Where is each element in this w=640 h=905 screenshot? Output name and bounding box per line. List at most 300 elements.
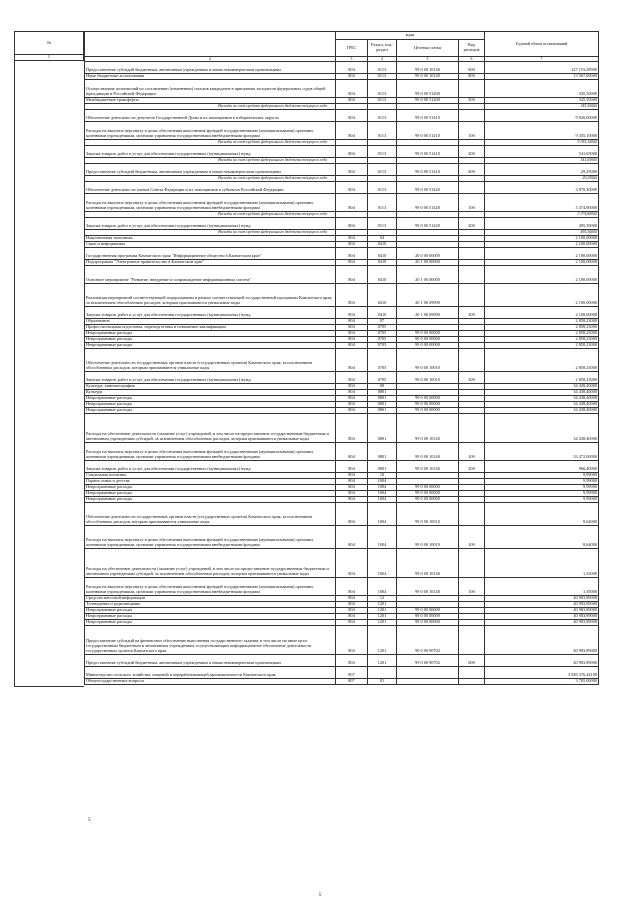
- row-amount-cell: 13 567,69000: [485, 74, 599, 80]
- row-cs-cell: 99 0 00 51200: [397, 80, 459, 98]
- row-razdel-cell: 0113: [368, 122, 397, 140]
- row-grbs-cell: 804: [336, 181, 368, 193]
- row-amount-cell: 40 983,89000: [485, 607, 599, 613]
- row-name-cell: Предоставление субсидий бюджетным, автономным учреждениям и иным некоммерческим организациям: [85, 62, 336, 74]
- row-grbs-cell: 804: [336, 383, 368, 389]
- row-razdel-cell: 0113: [368, 193, 397, 211]
- row-cs-cell: 99 0 00 90702: [397, 654, 459, 666]
- row-grbs-cell: 804: [336, 348, 368, 371]
- column-index-cell: 2: [85, 57, 336, 62]
- header-cs-cell: Целевая статья: [397, 40, 459, 57]
- row-grbs-cell: 804: [336, 62, 368, 74]
- column-index-cell: 4: [368, 57, 397, 62]
- row-name-cell: Социальная политика: [85, 472, 336, 478]
- row-razdel-cell: 01: [368, 678, 397, 684]
- row-grbs-cell: 804: [336, 625, 368, 654]
- row-vid-cell: 100: [459, 442, 485, 460]
- row-razdel-cell: 1004: [368, 548, 397, 577]
- table-row: [85, 217, 599, 229]
- row-name-cell: Непрограммные расходы: [85, 395, 336, 401]
- row-amount-cell: 345,50000: [485, 98, 599, 104]
- row-vid-cell: 600: [459, 654, 485, 666]
- row-cs-cell: 99 0 00 51410: [397, 146, 459, 158]
- row-cs-cell: 99 0 00 00000: [397, 484, 459, 490]
- row-name-cell: Непрограммные расходы: [85, 496, 336, 502]
- row-cs-cell: 99 0 00 00000: [397, 496, 459, 502]
- table-row: [85, 577, 599, 595]
- row-razdel-cell: 0410: [368, 241, 397, 247]
- row-grbs-cell: 804: [336, 330, 368, 336]
- row-name-cell: Непрограммные расходы: [85, 607, 336, 613]
- row-name-cell: Государственная программа Камчатского края "Информационное общество в Камчатском крае": [85, 247, 336, 259]
- row-razdel-cell: 1201: [368, 607, 397, 613]
- row-grbs-cell: 804: [336, 217, 368, 229]
- row-razdel-cell: 1004: [368, 577, 397, 595]
- row-name-cell: Непрограммные расходы: [85, 490, 336, 496]
- row-vid-cell: 200: [459, 146, 485, 158]
- row-amount-cell: 34 438,40000: [485, 389, 599, 395]
- row-amount-cell: 2 858,23000: [485, 348, 599, 371]
- row-cs-cell: 99 0 00 51410: [397, 163, 459, 175]
- row-amount-cell: 40 983,89000: [485, 625, 599, 654]
- row-number-label: 5: [88, 818, 91, 823]
- table-header-row: [85, 32, 599, 40]
- row-cs-cell: 99 0 00 51420: [397, 181, 459, 193]
- row-amount-cell: 9 355,10000: [485, 140, 599, 146]
- row-cs-cell: 99 0 00 51420: [397, 193, 459, 211]
- row-grbs-cell: 804: [336, 401, 368, 407]
- row-vid-cell: 600: [459, 163, 485, 175]
- row-cs-cell: [397, 666, 459, 678]
- budget-table-body: [85, 32, 599, 685]
- row-name-cell: Расходы на выплаты персоналу в целях обеспечения выполнения функций государственными (муниципальными) органами, казенными учреждениями, органами управления государственными внебюджетными фондами: [85, 525, 336, 548]
- row-cs-cell: 99 0 00 00000: [397, 336, 459, 342]
- row-cs-cell: 99 0 00 51200: [397, 98, 459, 104]
- table-row: [85, 654, 599, 666]
- row-vid-cell: 100: [459, 525, 485, 548]
- row-name-cell: Обеспечение деятельности членов Совета Федерации и их помощников в субъектах Российской Федерации: [85, 181, 336, 193]
- row-vid-cell: [459, 80, 485, 98]
- row-amount-cell: 2 100,00000: [485, 283, 599, 306]
- row-cs-cell: 99 0 00 10140: [397, 62, 459, 74]
- row-grbs-cell: 804: [336, 502, 368, 525]
- row-razdel-cell: 0410: [368, 283, 397, 306]
- row-razdel-cell: 1004: [368, 484, 397, 490]
- row-razdel-cell: 0801: [368, 395, 397, 401]
- row-cs-cell: 99 0 00 10140: [397, 460, 459, 472]
- row-vid-cell: [459, 625, 485, 654]
- row-name-cell: Расходы за счет средств федерального бюджета текущего года: [85, 211, 336, 217]
- row-amount-cell: 966,40000: [485, 460, 599, 472]
- row-grbs-cell: 804: [336, 259, 368, 265]
- row-grbs-cell: 804: [336, 241, 368, 247]
- row-razdel-cell: 1201: [368, 619, 397, 625]
- row-cs-cell: [397, 678, 459, 684]
- row-vid-cell: [459, 181, 485, 193]
- row-grbs-cell: 804: [336, 235, 368, 241]
- row-amount-cell: 227 153,28900: [485, 62, 599, 74]
- row-amount-cell: 2 858,23000: [485, 342, 599, 348]
- row-name-cell: Расходы за счет средств федерального бюджета текущего года: [85, 158, 336, 164]
- row-amount-cell: 40 983,89000: [485, 654, 599, 666]
- row-amount-cell: 34 438,40000: [485, 395, 599, 401]
- row-grbs-cell: 804: [336, 247, 368, 259]
- table-row: [85, 548, 599, 577]
- row-name-cell: Закупка товаров, работ и услуг для обеспечения государственных (муниципальных) нужд: [85, 371, 336, 383]
- row-grbs-cell: 804: [336, 407, 368, 413]
- row-cs-cell: 99 0 00 00000: [397, 401, 459, 407]
- row-amount-cell: 9,99000: [485, 478, 599, 484]
- row-cs-cell: 99 0 00 10140: [397, 413, 459, 442]
- table-row: [85, 371, 599, 383]
- row-name-cell: Предоставление субсидий на финансовое обеспечение выполнения государственного задания, в том числе на иные цели государственным бюджетным и автономным учреждениям, осуществляющим информационное обеспечение деятельности государственных органов Камчатского края: [85, 625, 336, 654]
- row-vid-cell: [459, 666, 485, 678]
- row-grbs-cell: 804: [336, 80, 368, 98]
- row-vid-cell: [459, 110, 485, 122]
- row-grbs-cell: 804: [336, 110, 368, 122]
- row-razdel-cell: 08: [368, 383, 397, 389]
- row-razdel-cell: 0113: [368, 62, 397, 74]
- row-name-cell: Культура: [85, 389, 336, 395]
- row-name-cell: Телевидение и радиовещание: [85, 601, 336, 607]
- table-row: [85, 122, 599, 140]
- row-vid-cell: [459, 348, 485, 371]
- row-vid-cell: [459, 413, 485, 442]
- row-amount-cell: 29,25000: [485, 175, 599, 181]
- row-name-cell: Непрограммные расходы: [85, 407, 336, 413]
- row-amount-cell: 3 374,80000: [485, 211, 599, 217]
- row-grbs-cell: 804: [336, 525, 368, 548]
- table-row: [85, 625, 599, 654]
- row-cs-cell: 99 0 00 00000: [397, 613, 459, 619]
- row-cs-cell: 99 0 00 00000: [397, 407, 459, 413]
- row-razdel-cell: 0705: [368, 371, 397, 383]
- budget-table-sheet: [84, 31, 598, 685]
- number-header-cell: №: [15, 32, 84, 55]
- row-grbs-cell: 804: [336, 601, 368, 607]
- header-vid-cell: Вид расходов: [459, 40, 485, 57]
- row-grbs-cell: 804: [336, 595, 368, 601]
- row-cs-cell: 20 1 00 00000: [397, 259, 459, 265]
- header-codes-cell: коды: [336, 32, 485, 40]
- row-name-cell: Непрограммные расходы: [85, 330, 336, 336]
- row-name-cell: Расходы на выплаты персоналу в целях обеспечения выполнения функций государственными (муниципальными) органами, казенными учреждениями, органами управления государственными внебюджетными фондами: [85, 122, 336, 140]
- row-vid-cell: 200: [459, 217, 485, 229]
- row-amount-cell: 1,35000: [485, 548, 599, 577]
- row-name-cell: Министерство сельского хозяйства, пищевой и перерабатывающей промышленности Камчатского края: [85, 666, 336, 678]
- row-razdel-cell: 0113: [368, 146, 397, 158]
- row-cs-cell: 99 0 00 51420: [397, 217, 459, 229]
- row-grbs-cell: 804: [336, 306, 368, 318]
- row-razdel-cell: 10: [368, 472, 397, 478]
- row-amount-cell: 2 100,00000: [485, 306, 599, 318]
- row-name-cell: Расходы на выплаты персоналу в целях обеспечения выполнения функций государственными (муниципальными) органами, казенными учреждениями, органами управления государственными внебюджетными фондами: [85, 577, 336, 595]
- row-grbs-cell: 804: [336, 472, 368, 478]
- row-amount-cell: 2 858,23000: [485, 371, 599, 383]
- row-razdel-cell: 0801: [368, 401, 397, 407]
- row-grbs-cell: 804: [336, 122, 368, 140]
- row-cs-cell: 99 0 00 00000: [397, 607, 459, 613]
- row-name-cell: Непрограммные расходы: [85, 613, 336, 619]
- row-amount-cell: 29,25000: [485, 163, 599, 175]
- row-amount-cell: 34 438,40000: [485, 401, 599, 407]
- row-name-cell: Национальная экономика: [85, 235, 336, 241]
- row-razdel-cell: 0410: [368, 259, 397, 265]
- row-vid-cell: [459, 678, 485, 684]
- row-cs-cell: 99 0 00 51410: [397, 110, 459, 122]
- row-razdel-cell: 1201: [368, 601, 397, 607]
- row-razdel-cell: 1201: [368, 654, 397, 666]
- row-cs-cell: 99 0 00 10140: [397, 442, 459, 460]
- row-grbs-cell: 804: [336, 163, 368, 175]
- row-vid-cell: 200: [459, 306, 485, 318]
- table-row: [85, 283, 599, 306]
- row-name-cell: Обеспечение деятельности депутатов Государственной Думы и их помощников в избирательных округах: [85, 110, 336, 122]
- row-name-cell: Расходы за счет средств федерального бюджета текущего года: [85, 104, 336, 110]
- row-razdel-cell: 1201: [368, 625, 397, 654]
- row-razdel-cell: 0113: [368, 74, 397, 80]
- row-amount-cell: 2 100,00000: [485, 241, 599, 247]
- row-cs-cell: 99 0 00 00000: [397, 395, 459, 401]
- row-grbs-cell: 804: [336, 607, 368, 613]
- row-razdel-cell: 1004: [368, 490, 397, 496]
- row-grbs-cell: 804: [336, 490, 368, 496]
- table-row: [85, 442, 599, 460]
- row-vid-cell: [459, 283, 485, 306]
- row-razdel-cell: 0801: [368, 442, 397, 460]
- row-name-cell: Расходы за счет средств федерального бюджета текущего года: [85, 175, 336, 181]
- row-razdel-cell: 1004: [368, 478, 397, 484]
- row-name-cell: Непрограммные расходы: [85, 619, 336, 625]
- row-razdel-cell: 1004: [368, 525, 397, 548]
- row-grbs-cell: 804: [336, 265, 368, 283]
- row-number-column-body: [14, 61, 84, 687]
- row-name-cell: Основное мероприятие "Развитие, внедрение и сопровождение информационных систем": [85, 265, 336, 283]
- row-name-cell: Подпрограмма "Электронное правительство в Камчатском крае": [85, 259, 336, 265]
- row-grbs-cell: 804: [336, 577, 368, 595]
- row-amount-cell: 8,64000: [485, 525, 599, 548]
- row-grbs-cell: 804: [336, 484, 368, 490]
- column-index-cell: 3: [336, 57, 368, 62]
- row-amount-cell: 495,50000: [485, 217, 599, 229]
- row-amount-cell: 2 100,00000: [485, 265, 599, 283]
- number-index-cell: 1: [15, 55, 84, 61]
- table-row: [85, 525, 599, 548]
- row-amount-cell: 9,99000: [485, 484, 599, 490]
- row-name-cell: Расходы на обеспечение деятельности (оказание услуг) учреждений, в том числе на предоставление государственным бюджетным и автономным учреждениям субсидий, за исключением обособленных расходов, которым присваиваются уникальные коды: [85, 548, 336, 577]
- row-cs-cell: 99 0 00 00000: [397, 330, 459, 336]
- row-name-cell: Непрограммные расходы: [85, 342, 336, 348]
- row-grbs-cell: 804: [336, 478, 368, 484]
- row-vid-cell: [459, 548, 485, 577]
- row-name-cell: Расходы за счет средств федерального бюджета текущего года: [85, 229, 336, 235]
- row-name-cell: Предоставление субсидий бюджетным, автономным учреждениям и иным некоммерческим организациям: [85, 163, 336, 175]
- column-index-cell: 5: [397, 57, 459, 62]
- row-amount-cell: 3 785,00000: [485, 678, 599, 684]
- row-grbs-cell: 804: [336, 548, 368, 577]
- table-row: [85, 306, 599, 318]
- table-row: [85, 502, 599, 525]
- number-index: [15, 55, 84, 61]
- row-vid-cell: 100: [459, 577, 485, 595]
- row-name-cell: Межбюджетные трансферты: [85, 98, 336, 104]
- row-grbs-cell: 804: [336, 613, 368, 619]
- number-header: [15, 32, 84, 55]
- table-row: [85, 413, 599, 442]
- row-amount-cell: 9 355,10000: [485, 122, 599, 140]
- table-row: [85, 163, 599, 175]
- row-razdel-cell: 0705: [368, 348, 397, 371]
- row-razdel-cell: 0705: [368, 336, 397, 342]
- row-amount-cell: 9,99000: [485, 490, 599, 496]
- row-razdel-cell: 04: [368, 235, 397, 241]
- row-grbs-cell: 804: [336, 654, 368, 666]
- row-name-cell: Общегосударственные вопросы: [85, 678, 336, 684]
- row-grbs-cell: 804: [336, 193, 368, 211]
- row-name-cell: Иные бюджетные ассигнования: [85, 74, 336, 80]
- budget-table: [84, 31, 599, 685]
- row-cs-cell: 20 1 06 00000: [397, 265, 459, 283]
- row-grbs-cell: 804: [336, 342, 368, 348]
- row-name-cell: Закупка товаров, работ и услуг для обеспечения государственных (муниципальных) нужд: [85, 146, 336, 158]
- row-razdel-cell: 1004: [368, 502, 397, 525]
- row-amount-cell: 2 858,23000: [485, 336, 599, 342]
- row-grbs-cell: 804: [336, 442, 368, 460]
- row-amount-cell: 33 472,00000: [485, 442, 599, 460]
- row-amount-cell: 2 100,00000: [485, 235, 599, 241]
- row-grbs-cell: 804: [336, 283, 368, 306]
- row-grbs-cell: 804: [336, 318, 368, 324]
- row-cs-cell: 99 0 00 10140: [397, 74, 459, 80]
- row-amount-cell: 40 983,89000: [485, 613, 599, 619]
- row-vid-cell: 100: [459, 193, 485, 211]
- row-name-cell: Связь и информатика: [85, 241, 336, 247]
- row-amount-cell: 1,35000: [485, 577, 599, 595]
- row-vid-cell: 600: [459, 62, 485, 74]
- row-grbs-cell: 804: [336, 395, 368, 401]
- row-amount-cell: 34 438,40000: [485, 383, 599, 389]
- row-amount-cell: 541,65000: [485, 146, 599, 158]
- row-name-cell: Непрограммные расходы: [85, 401, 336, 407]
- row-razdel-cell: 12: [368, 595, 397, 601]
- row-cs-cell: 99 0 00 10010: [397, 371, 459, 383]
- row-cs-cell: 99 0 00 00000: [397, 342, 459, 348]
- row-cs-cell: 20 1 06 09990: [397, 306, 459, 318]
- header-grbs-cell: ГРБС: [336, 40, 368, 57]
- row-cs-cell: 20 1 06 09990: [397, 283, 459, 306]
- row-amount-cell: 34 438,40000: [485, 413, 599, 442]
- table-row: [85, 265, 599, 283]
- row-cs-cell: 99 0 00 00000: [397, 490, 459, 496]
- row-vid-cell: 200: [459, 371, 485, 383]
- row-razdel-cell: 07: [368, 318, 397, 324]
- row-name-cell: Расходы на выплаты персоналу в целях обеспечения выполнения функций государственными (муниципальными) органами, казенными учреждениями, органами управления государственными внебюджетными фондами: [85, 193, 336, 211]
- row-amount-cell: 9,99000: [485, 472, 599, 478]
- row-name-cell: Осуществление полномочий по составлению (изменению) списков кандидатов в присяжные заседатели федеральных судов общей юрисдикции в Российской Федерации: [85, 80, 336, 98]
- row-amount-cell: 9,99000: [485, 496, 599, 502]
- row-amount-cell: 8,64000: [485, 502, 599, 525]
- row-grbs-cell: 804: [336, 371, 368, 383]
- row-grbs-cell: 804: [336, 324, 368, 330]
- row-vid-cell: 200: [459, 460, 485, 472]
- row-name-cell: Предоставление субсидий бюджетным, автономным учреждениям и иным некоммерческим организациям: [85, 654, 336, 666]
- row-cs-cell: 99 0 00 10140: [397, 548, 459, 577]
- row-cs-cell: 99 0 00 90702: [397, 625, 459, 654]
- header-razdel-cell: Раздел, под-раздел: [368, 40, 397, 57]
- row-cs-cell: 99 0 00 10010: [397, 348, 459, 371]
- row-vid-cell: [459, 247, 485, 259]
- row-razdel-cell: [368, 666, 397, 678]
- table-row: [85, 247, 599, 259]
- row-name-cell: Закупка товаров, работ и услуг для обеспечения государственных (муниципальных) нужд: [85, 306, 336, 318]
- row-name-cell: Расходы на выплаты персоналу в целях обеспечения выполнения функций государственными (муниципальными) органами, казенными учреждениями, органами управления государственными внебюджетными фондами: [85, 442, 336, 460]
- row-grbs-cell: 804: [336, 460, 368, 472]
- row-name-cell: Расходы за счет средств федерального бюджета текущего года: [85, 140, 336, 146]
- row-amount-cell: 3 870,30000: [485, 181, 599, 193]
- row-razdel-cell: 0410: [368, 306, 397, 318]
- row-amount-cell: 495,50000: [485, 229, 599, 235]
- row-name-cell: Закупка товаров, работ и услуг для обеспечения государственных (муниципальных) нужд: [85, 460, 336, 472]
- row-grbs-cell: 804: [336, 496, 368, 502]
- row-razdel-cell: 0113: [368, 217, 397, 229]
- table-row: [85, 181, 599, 193]
- table-row: [85, 678, 599, 684]
- row-vid-cell: [459, 502, 485, 525]
- row-razdel-cell: 0705: [368, 342, 397, 348]
- header-name-cell: [85, 32, 336, 57]
- row-cs-cell: 99 0 00 00000: [397, 619, 459, 625]
- row-amount-cell: 2 858,23000: [485, 318, 599, 324]
- row-amount-cell: 345,50000: [485, 104, 599, 110]
- row-name-cell: Обеспечение деятельности государственных органов власти (государственных органов) Камчатского края, за исключением обособленных расходов, которым присваиваются уникальные коды: [85, 348, 336, 371]
- table-row: [85, 62, 599, 74]
- row-amount-cell: 9 926,00000: [485, 110, 599, 122]
- column-index-cell: 7: [485, 57, 599, 62]
- row-name-cell: Образование: [85, 318, 336, 324]
- row-razdel-cell: 0113: [368, 98, 397, 104]
- row-cs-cell: 99 0 00 10140: [397, 577, 459, 595]
- row-razdel-cell: 0801: [368, 407, 397, 413]
- row-razdel-cell: 0705: [368, 330, 397, 336]
- row-razdel-cell: 1201: [368, 613, 397, 619]
- row-amount-cell: 345,50000: [485, 80, 599, 98]
- row-razdel-cell: 0801: [368, 389, 397, 395]
- row-grbs-cell: 804: [336, 336, 368, 342]
- row-amount-cell: 541,65000: [485, 158, 599, 164]
- row-razdel-cell: 0410: [368, 247, 397, 259]
- row-grbs-cell: 804: [336, 74, 368, 80]
- row-razdel-cell: 0113: [368, 181, 397, 193]
- row-razdel-cell: 1004: [368, 496, 397, 502]
- row-amount-cell: 3 849 376,44100: [485, 666, 599, 678]
- row-grbs-cell: 804: [336, 98, 368, 104]
- table-row: [85, 193, 599, 211]
- table-row: [85, 80, 599, 98]
- row-vid-cell: [459, 265, 485, 283]
- row-amount-cell: 2 100,00000: [485, 247, 599, 259]
- row-grbs-cell: 804: [336, 389, 368, 395]
- row-cs-cell: 99 0 00 10010: [397, 525, 459, 548]
- row-vid-cell: 100: [459, 122, 485, 140]
- row-grbs-cell: 807: [336, 666, 368, 678]
- row-amount-cell: 2 100,00000: [485, 259, 599, 265]
- row-name-cell: Реализация мероприятий соответствующей подпрограммы в рамках соответствующей государственной программы Камчатского края, за исключением обособленных расходов, которым присваиваются уникальные коды: [85, 283, 336, 306]
- row-grbs-cell: 807: [336, 678, 368, 684]
- row-cs-cell: 99 0 00 10010: [397, 502, 459, 525]
- row-name-cell: Непрограммные расходы: [85, 336, 336, 342]
- row-grbs-cell: 804: [336, 413, 368, 442]
- column-index-cell: 6: [459, 57, 485, 62]
